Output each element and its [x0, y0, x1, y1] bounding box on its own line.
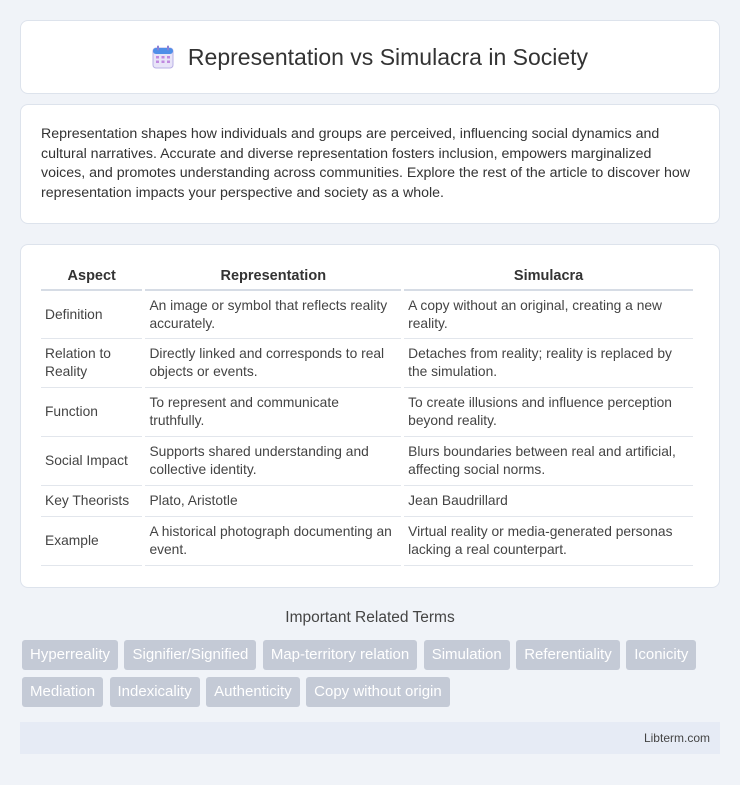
table-cell: Jean Baudrillard — [404, 486, 693, 517]
tag-authenticity[interactable]: Authenticity — [206, 677, 300, 707]
table-cell-aspect: Example — [41, 517, 142, 566]
table-cell: Plato, Aristotle — [145, 486, 401, 517]
table-row — [41, 517, 693, 566]
table-cell-aspect: Function — [41, 388, 142, 437]
table-cell: Blurs boundaries between real and artificial, affecting social norms. — [404, 437, 693, 486]
table-cell: A historical photograph documenting an event. — [145, 517, 401, 566]
intro-text: Representation shapes how individuals and groups are perceived, influencing social dynamics and cultural narratives. Accurate and diverse representation fosters inclusion, empowers marginalized voices, and promotes understanding across communities. Explore the rest of the article to discover how representation impacts your perspective and society as a whole. — [41, 126, 691, 201]
table-header-row — [41, 263, 693, 291]
footer-site-link[interactable]: Libterm.com — [643, 731, 710, 745]
column-header-aspect: Aspect — [41, 263, 142, 291]
column-header-simulacra: Simulacra — [404, 263, 693, 291]
tag-signifier-signified[interactable]: Signifier/Signified — [124, 640, 256, 670]
tag-simulation[interactable]: Simulation — [424, 640, 510, 670]
table-cell-aspect: Social Impact — [41, 437, 142, 486]
table-cell-aspect: Definition — [41, 291, 142, 339]
table-cell: Supports shared understanding and collective identity. — [145, 437, 401, 486]
tag-indexicality[interactable]: Indexicality — [110, 677, 200, 707]
tag-copy-without-origin[interactable]: Copy without origin — [306, 677, 450, 707]
table-cell: A copy without an original, creating a new reality. — [404, 291, 693, 339]
footer — [20, 722, 720, 754]
comparison-table — [38, 263, 696, 566]
tag-mediation[interactable]: Mediation — [22, 677, 103, 707]
header-card — [20, 20, 720, 94]
comparison-table-card — [20, 244, 720, 588]
table-row — [41, 388, 693, 437]
table-cell: Detaches from reality; reality is replaced by the simulation. — [404, 339, 693, 388]
table-cell: Virtual reality or media-generated personas lacking a real counterpart. — [404, 517, 693, 566]
intro-card — [20, 104, 720, 224]
table-cell-aspect: Relation to Reality — [41, 339, 142, 388]
table-row — [41, 437, 693, 486]
table-cell: To represent and communicate truthfully. — [145, 388, 401, 437]
table-cell: Directly linked and corresponds to real objects or events. — [145, 339, 401, 388]
table-cell: An image or symbol that reflects reality accurately. — [145, 291, 401, 339]
tag-iconicity[interactable]: Iconicity — [626, 640, 696, 670]
tag-hyperreality[interactable]: Hyperreality — [22, 640, 118, 670]
related-terms-tags — [22, 640, 722, 714]
table-row — [41, 291, 693, 339]
page-title: Representation vs Simulacra in Society — [187, 43, 589, 70]
related-terms-title: Important Related Terms — [285, 609, 455, 626]
tag-map-territory-relation[interactable]: Map-territory relation — [263, 640, 417, 670]
column-header-representation: Representation — [145, 263, 401, 291]
table-row — [41, 339, 693, 388]
table-cell: To create illusions and influence perception beyond reality. — [404, 388, 693, 437]
tag-referentiality[interactable]: Referentiality — [516, 640, 620, 670]
table-cell-aspect: Key Theorists — [41, 486, 142, 517]
table-row — [41, 486, 693, 517]
calendar-icon — [152, 45, 174, 69]
